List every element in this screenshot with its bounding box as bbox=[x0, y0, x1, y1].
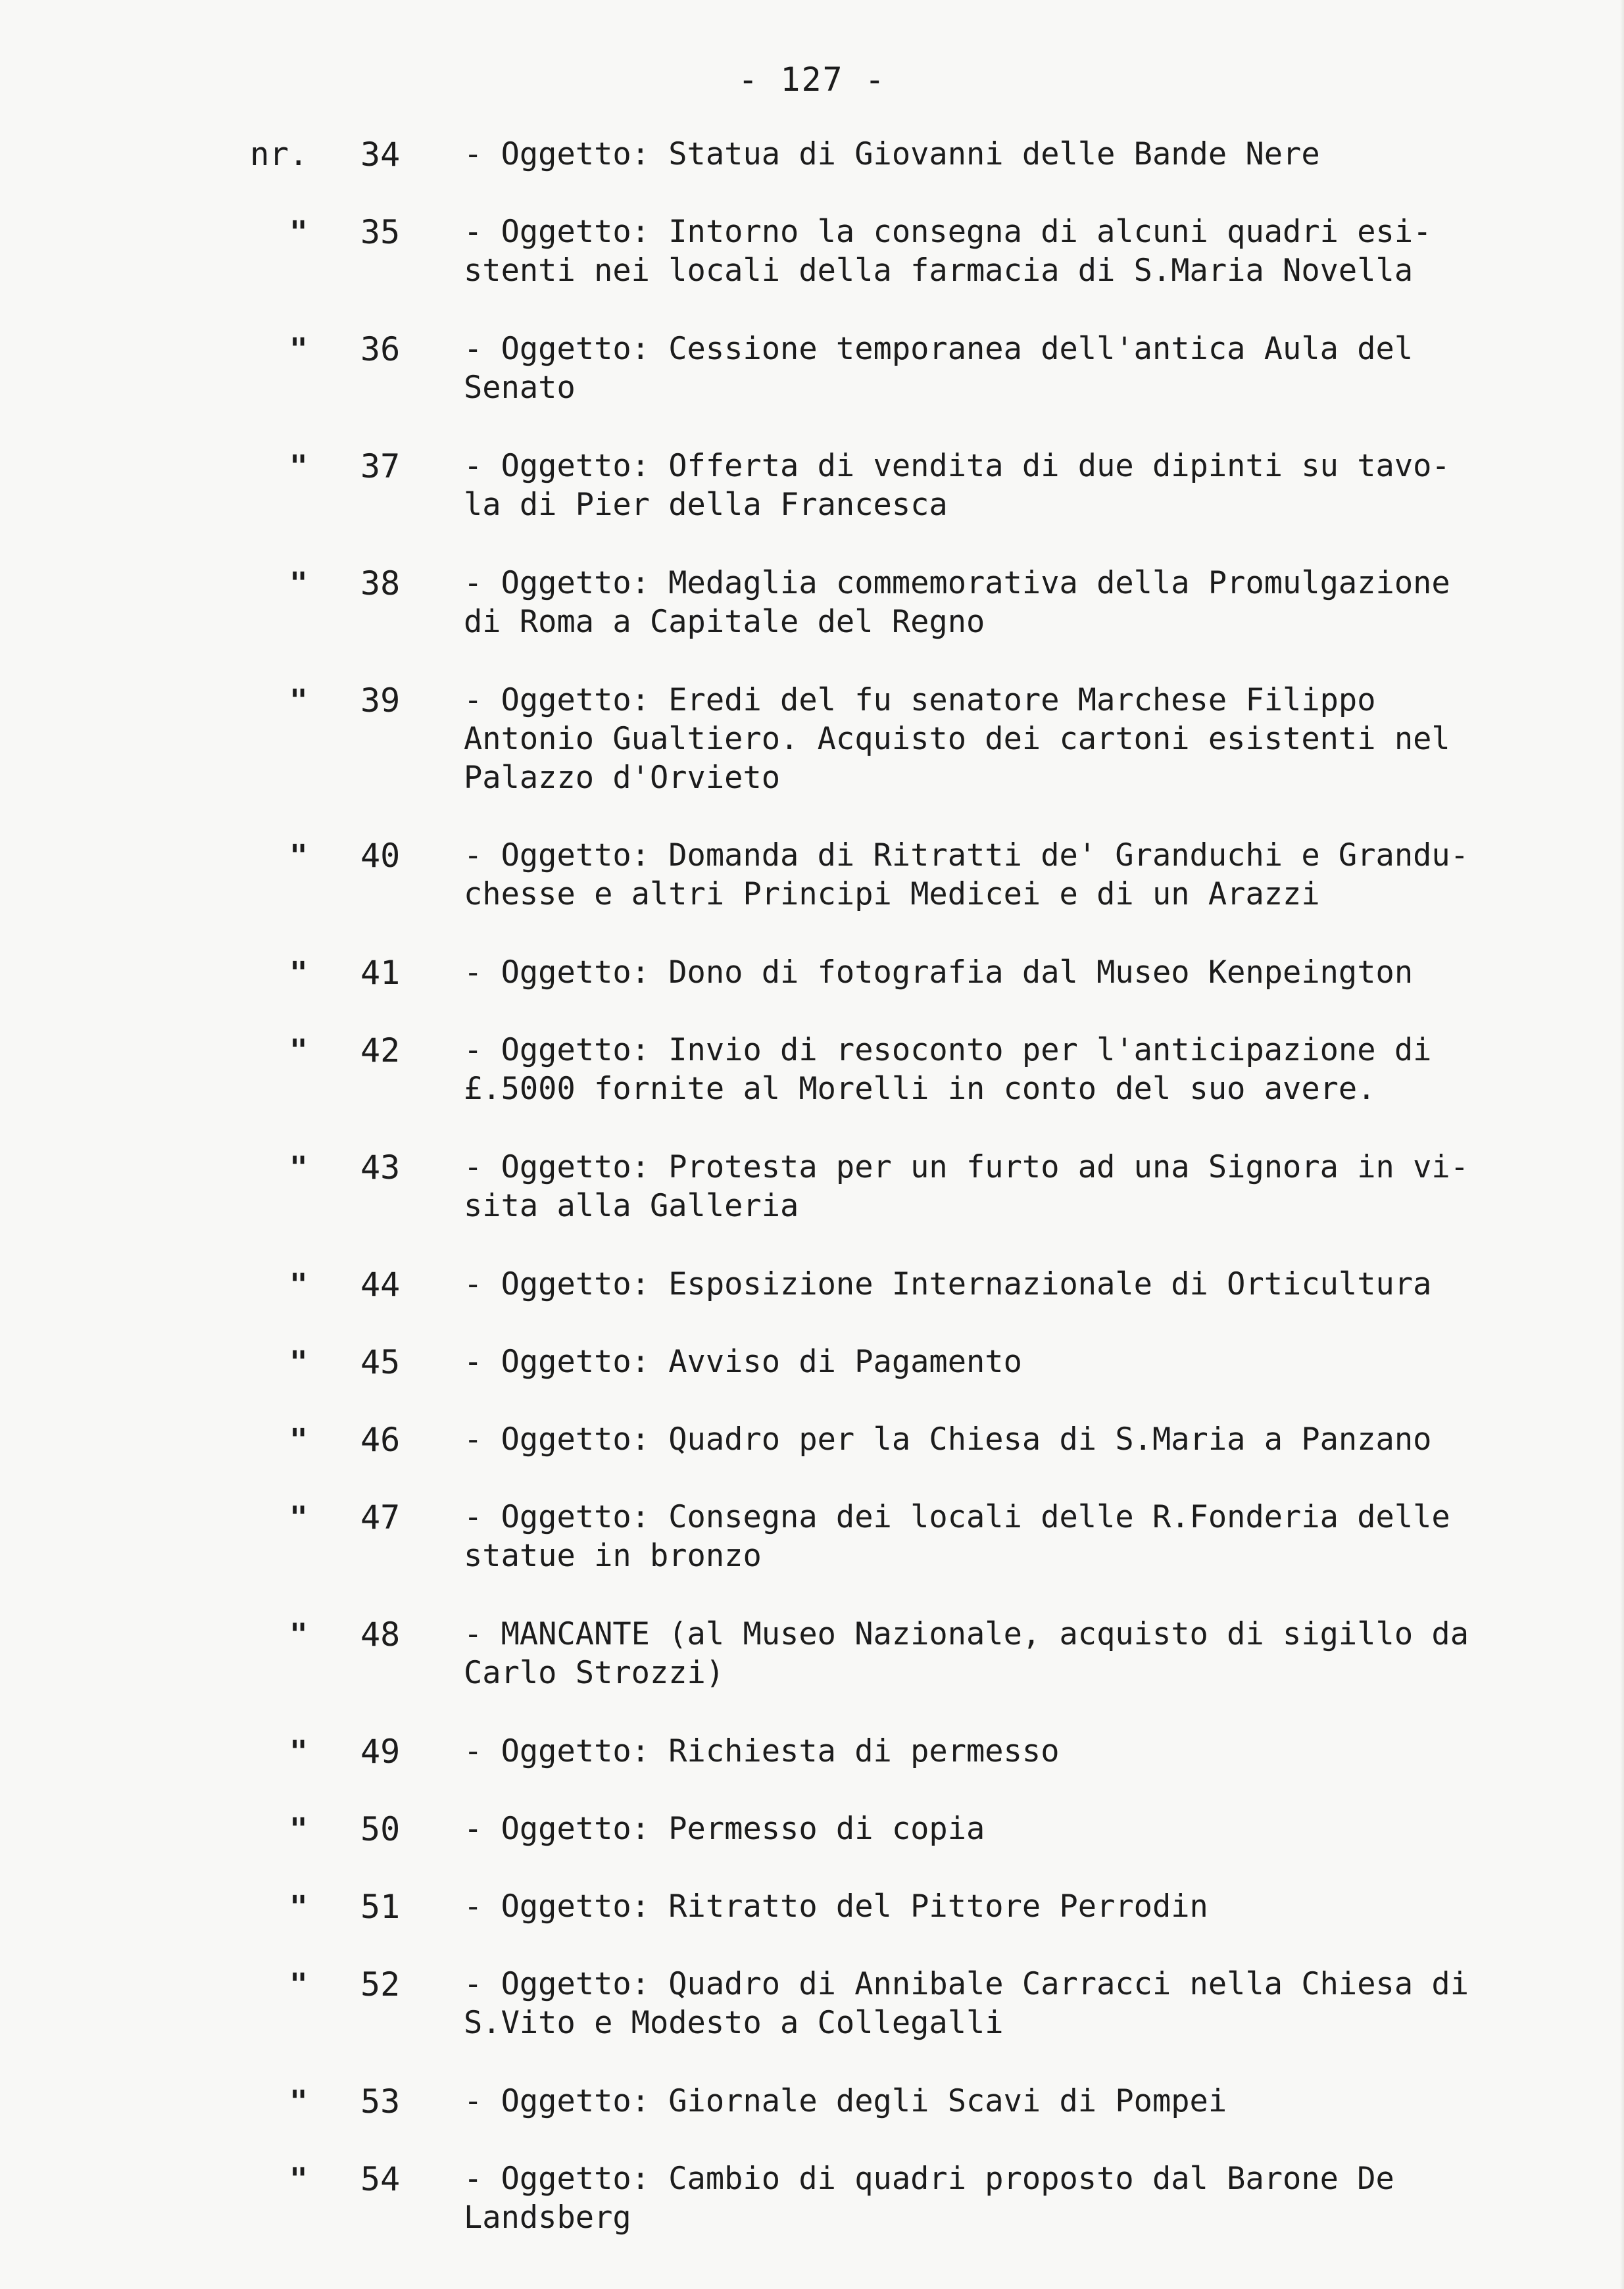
entry-text bbox=[464, 1615, 1542, 1692]
entry-text-line: - Oggetto: Eredi del fu senatore Marchese Filippo bbox=[464, 682, 1376, 718]
entry-text-line: - Oggetto: Invio di resoconto per l'anticipazione di bbox=[464, 1032, 1432, 1068]
entry-text-line: - Oggetto: Giornale degli Scavi di Pompei bbox=[464, 2083, 1227, 2119]
entry-text-line: - Oggetto: Cessione temporanea dell'antica Aula del bbox=[464, 331, 1414, 367]
entry-prefix: " bbox=[289, 1811, 308, 1847]
entry-text-line: - Oggetto: Permesso di copia bbox=[464, 1811, 985, 1847]
entry-list bbox=[0, 135, 1624, 2277]
entry-text bbox=[464, 2159, 1542, 2237]
entry-prefix: " bbox=[289, 2161, 308, 2197]
entry-row bbox=[0, 1615, 1624, 1732]
entry-number: 44 bbox=[360, 1266, 401, 1304]
entry-text-line: Antonio Gualtiero. Acquisto dei cartoni esistenti nel bbox=[464, 721, 1450, 757]
entry-text-line: - Oggetto: Cambio di quadri proposto dal Barone De bbox=[464, 2161, 1394, 2197]
entry-text-line: - Oggetto: Quadro per la Chiesa di S.Maria a Panzano bbox=[464, 1421, 1432, 1458]
entry-prefix: " bbox=[289, 1967, 308, 2002]
entry-text-line: sita alla Galleria bbox=[464, 1188, 799, 1224]
entry-text bbox=[464, 1809, 1542, 1848]
entry-text bbox=[464, 135, 1542, 174]
entry-number: 40 bbox=[360, 837, 401, 875]
entry-number: 37 bbox=[360, 447, 401, 485]
entry-text-line: stenti nei locali della farmacia di S.Maria Novella bbox=[464, 253, 1414, 289]
entry-prefix: " bbox=[289, 1422, 308, 1458]
entry-row bbox=[0, 2082, 1624, 2159]
entry-text bbox=[464, 1965, 1542, 2042]
entry-text bbox=[464, 1265, 1542, 1304]
entry-row bbox=[0, 212, 1624, 330]
entry-text bbox=[464, 1420, 1542, 1459]
entry-number: 47 bbox=[360, 1498, 401, 1537]
entry-row bbox=[0, 1809, 1624, 1887]
entry-prefix: " bbox=[289, 683, 308, 718]
entry-text-line: - Oggetto: Domanda di Ritratti de' Granduchi e Grandu- bbox=[464, 837, 1469, 874]
entry-text-line: - Oggetto: Dono di fotografia dal Museo Kenpeington bbox=[464, 954, 1414, 991]
entry-prefix: " bbox=[289, 1150, 308, 1185]
entry-row bbox=[0, 2159, 1624, 2277]
scan-edge bbox=[1620, 0, 1624, 2289]
entry-number: 49 bbox=[360, 1733, 401, 1771]
entry-text bbox=[464, 953, 1542, 992]
entry-text-line: Palazzo d'Orvieto bbox=[464, 760, 781, 796]
entry-text-line: - Oggetto: Consegna dei locali delle R.Fonderia delle bbox=[464, 1499, 1450, 1535]
entry-row bbox=[0, 1498, 1624, 1615]
entry-row bbox=[0, 330, 1624, 447]
entry-text-line: - Oggetto: Statua di Giovanni delle Bande Nere bbox=[464, 136, 1320, 172]
entry-text-line: di Roma a Capitale del Regno bbox=[464, 604, 985, 640]
entry-prefix: " bbox=[289, 838, 308, 874]
entry-text bbox=[464, 1031, 1542, 1108]
entry-text bbox=[464, 836, 1542, 914]
entry-text-line: - Oggetto: Protesta per un furto ad una Signora in vi- bbox=[464, 1149, 1469, 1185]
entry-number: 41 bbox=[360, 954, 401, 992]
entry-number: 34 bbox=[360, 135, 401, 174]
entry-row bbox=[0, 447, 1624, 564]
entry-text-line: - Oggetto: Esposizione Internazionale di Orticultura bbox=[464, 1266, 1432, 1302]
entry-number: 52 bbox=[360, 1965, 401, 2004]
entry-row bbox=[0, 1732, 1624, 1809]
entry-prefix: " bbox=[289, 1889, 308, 1925]
entry-text bbox=[464, 212, 1542, 290]
entry-prefix: " bbox=[289, 1344, 308, 1380]
entry-text bbox=[464, 330, 1542, 407]
entry-text-line: £.5000 fornite al Morelli in conto del suo avere. bbox=[464, 1071, 1376, 1107]
entry-text-line: chesse e altri Principi Medicei e di un Arazzi bbox=[464, 876, 1320, 912]
entry-text-line: - MANCANTE (al Museo Nazionale, acquisto di sigillo da bbox=[464, 1616, 1469, 1652]
entry-text bbox=[464, 1498, 1542, 1575]
entry-row bbox=[0, 1887, 1624, 1965]
entry-prefix: " bbox=[289, 449, 308, 484]
entry-prefix: " bbox=[289, 1267, 308, 1302]
entry-number: 51 bbox=[360, 1888, 401, 1926]
entry-text-line: la di Pier della Francesca bbox=[464, 487, 948, 523]
entry-row bbox=[0, 836, 1624, 953]
entry-number: 35 bbox=[360, 213, 401, 251]
entry-prefix: nr. bbox=[250, 135, 308, 173]
entry-row bbox=[0, 564, 1624, 681]
entry-number: 53 bbox=[360, 2082, 401, 2121]
entry-text-line: Carlo Strozzi) bbox=[464, 1655, 725, 1691]
entry-prefix: " bbox=[289, 332, 308, 367]
entry-text-line: - Oggetto: Richiesta di permesso bbox=[464, 1733, 1060, 1769]
entry-prefix: " bbox=[289, 1033, 308, 1068]
entry-text bbox=[464, 1148, 1542, 1225]
entry-number: 39 bbox=[360, 681, 401, 720]
entry-prefix: " bbox=[289, 1617, 308, 1652]
entry-text-line: Senato bbox=[464, 370, 576, 406]
entry-text-line: - Oggetto: Intorno la consegna di alcuni quadri esi- bbox=[464, 214, 1432, 250]
entry-number: 48 bbox=[360, 1615, 401, 1654]
entry-prefix: " bbox=[289, 955, 308, 991]
entry-row bbox=[0, 1148, 1624, 1265]
entry-prefix: " bbox=[289, 1734, 308, 1769]
entry-number: 36 bbox=[360, 330, 401, 368]
entry-prefix: " bbox=[289, 2084, 308, 2119]
entry-number: 46 bbox=[360, 1421, 401, 1459]
entry-row bbox=[0, 1031, 1624, 1148]
entry-number: 54 bbox=[360, 2160, 401, 2198]
entry-row bbox=[0, 1342, 1624, 1420]
entry-prefix: " bbox=[289, 1500, 308, 1535]
entry-prefix: " bbox=[289, 214, 308, 250]
entry-row bbox=[0, 1420, 1624, 1498]
entry-text-line: - Oggetto: Offerta di vendita di due dipinti su tavo- bbox=[464, 448, 1450, 484]
entry-number: 38 bbox=[360, 564, 401, 603]
entry-text-line: S.Vito e Modesto a Collegalli bbox=[464, 2005, 1004, 2041]
entry-text bbox=[464, 1342, 1542, 1381]
entry-row bbox=[0, 1265, 1624, 1342]
entry-text bbox=[464, 2082, 1542, 2121]
entry-number: 45 bbox=[360, 1343, 401, 1381]
entry-row bbox=[0, 953, 1624, 1031]
entry-row bbox=[0, 135, 1624, 212]
entry-text-line: Landsberg bbox=[464, 2200, 631, 2236]
entry-number: 42 bbox=[360, 1031, 401, 1070]
entry-text bbox=[464, 1887, 1542, 1926]
page-number: - 127 - bbox=[738, 61, 886, 99]
entry-text-line: - Oggetto: Ritratto del Pittore Perrodin bbox=[464, 1888, 1208, 1925]
entry-text-line: statue in bronzo bbox=[464, 1538, 762, 1574]
entry-text-line: - Oggetto: Quadro di Annibale Carracci nella Chiesa di bbox=[464, 1966, 1469, 2002]
entry-text bbox=[464, 564, 1542, 641]
entry-row bbox=[0, 1965, 1624, 2082]
entry-text-line: - Oggetto: Avviso di Pagamento bbox=[464, 1344, 1022, 1380]
entry-number: 50 bbox=[360, 1810, 401, 1848]
entry-text bbox=[464, 1732, 1542, 1771]
entry-text bbox=[464, 681, 1542, 797]
entry-text-line: - Oggetto: Medaglia commemorativa della Promulgazione bbox=[464, 565, 1450, 601]
entry-prefix: " bbox=[289, 566, 308, 601]
entry-text bbox=[464, 447, 1542, 524]
entry-row bbox=[0, 681, 1624, 836]
entry-number: 43 bbox=[360, 1148, 401, 1187]
